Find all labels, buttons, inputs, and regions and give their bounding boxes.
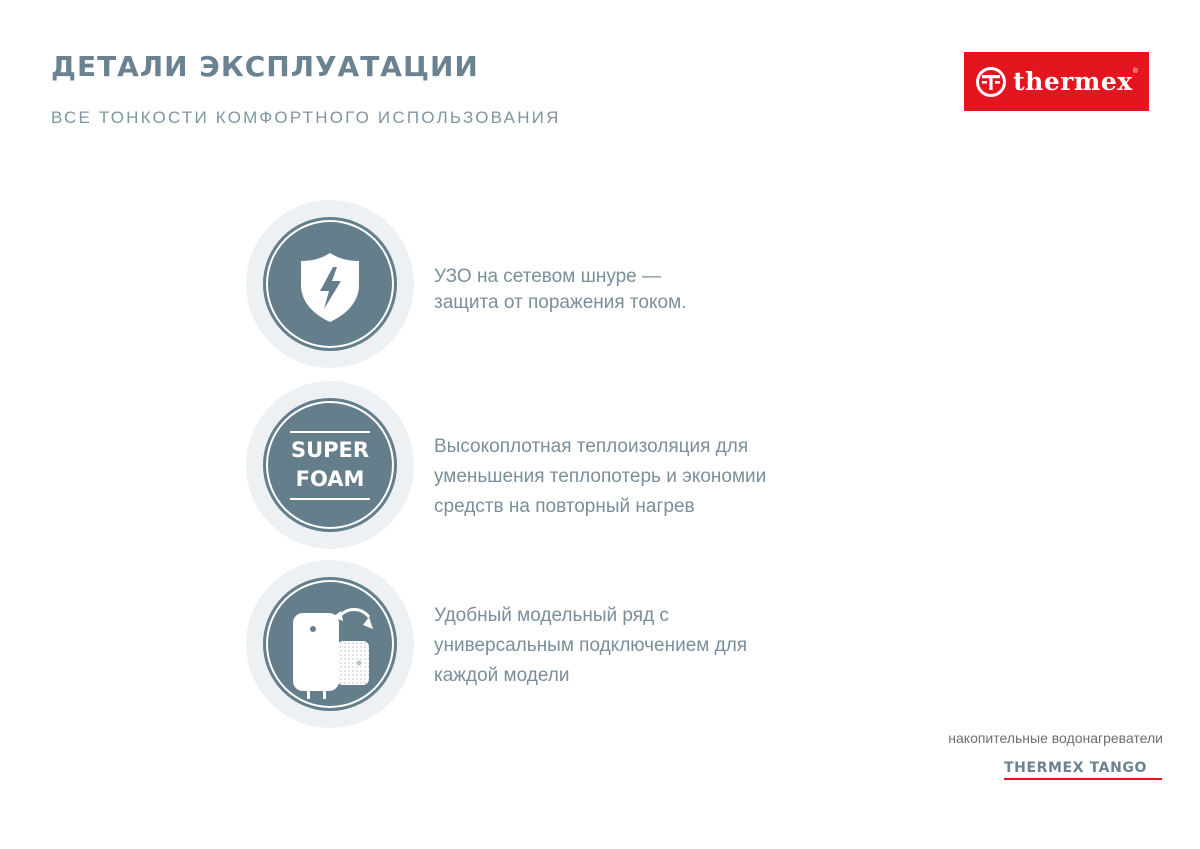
feature-rcd-text <box>434 264 686 316</box>
super-foam-badge <box>263 436 397 494</box>
feature-text-line: средств на повторный нагрев <box>434 496 695 517</box>
feature-universal-connection-text <box>434 601 747 691</box>
super-foam-icon <box>263 398 397 532</box>
water-heater-swap-icon <box>263 577 397 711</box>
thermex-emblem-icon <box>975 66 1007 98</box>
feature-super-foam-text <box>434 432 766 522</box>
page-title: ДЕТАЛИ ЭКСПЛУАТАЦИИ <box>51 50 479 83</box>
feature-text-line: Высокоплотная теплоизоляция для <box>434 436 749 457</box>
feature-text-line: защита от поражения током. <box>434 292 687 313</box>
feature-text-line: УЗО на сетевом шнуре — <box>434 266 662 287</box>
footer-red-underline <box>1004 778 1162 780</box>
feature-text-line: каждой модели <box>434 665 570 686</box>
logo-wordmark: thermex <box>1013 67 1133 96</box>
feature-text-line: Удобный модельный ряд с <box>434 605 669 626</box>
badge-line-super: SUPER <box>290 438 370 462</box>
footer-caption: накопительные водонагреватели <box>948 730 1163 746</box>
logo-registered-mark: ® <box>1132 68 1138 75</box>
thermex-logo <box>964 52 1149 111</box>
badge-line-foam: FOAM <box>295 467 365 491</box>
foam-bottom-rule <box>290 498 370 500</box>
feature-rcd <box>246 200 946 368</box>
feature-universal-connection <box>246 560 946 728</box>
page-subtitle: ВСЕ ТОНКОСТИ КОМФОРТНОГО ИСПОЛЬЗОВАНИЯ <box>51 108 561 127</box>
lightning-shield-icon <box>263 217 397 351</box>
feature-super-foam <box>246 381 946 549</box>
footer-brand: THERMEX TANGO <box>1004 760 1147 776</box>
feature-text-line: универсальным подключением для <box>434 635 748 656</box>
foam-top-rule <box>290 431 370 433</box>
feature-text-line: уменьшения теплопотерь и экономии <box>434 466 767 487</box>
